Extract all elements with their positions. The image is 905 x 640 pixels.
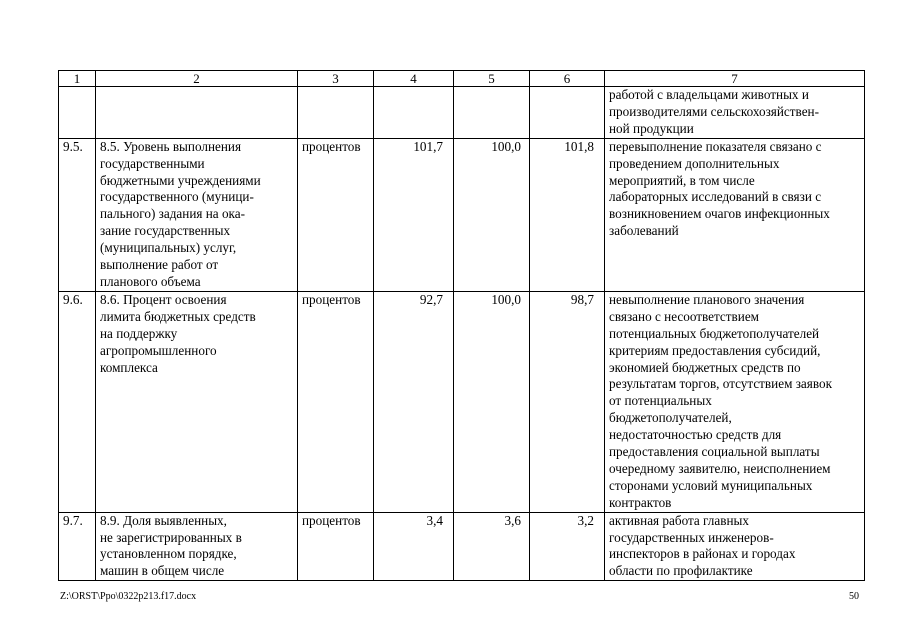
value-col4-cell: 92,7 xyxy=(374,291,454,512)
header-cell: 7 xyxy=(605,71,865,87)
indicator-cell: 8.9. Доля выявленных, не зарегистрированных в установленном порядке, машин в общем числе xyxy=(96,512,298,581)
header-cell: 6 xyxy=(530,71,605,87)
indicator-cell: 8.6. Процент освоения лимита бюджетных средств на поддержку агропромышленного комплекса xyxy=(96,291,298,512)
value-col6-cell: 101,8 xyxy=(530,138,605,291)
report-table xyxy=(58,70,865,581)
header-cell: 2 xyxy=(96,71,298,87)
comment-cell: невыполнение планового значения связано с несоответствием потенциальных бюджетополучателей критериям предоставления субсидий, экономией бюджетных средств по результатам торгов, отсутствием заявок от потенциальных бюджетополучателей, недостаточностью средств для предоставления социальной выплаты очередному заявителю, неисполнением сторонами условий муниципальных контрактов xyxy=(605,291,865,512)
table-row xyxy=(59,138,865,291)
unit-cell xyxy=(298,87,374,139)
value-col4-cell: 3,4 xyxy=(374,512,454,581)
row-index: 9.6. xyxy=(59,291,96,512)
value-col5-cell: 100,0 xyxy=(454,138,530,291)
table-header-row xyxy=(59,71,865,87)
table-row xyxy=(59,87,865,139)
value-col5-cell xyxy=(454,87,530,139)
value-col5-cell: 3,6 xyxy=(454,512,530,581)
unit-cell: процентов xyxy=(298,512,374,581)
page-number: 50 xyxy=(849,591,859,602)
value-col6-cell xyxy=(530,87,605,139)
header-cell: 4 xyxy=(374,71,454,87)
table-row xyxy=(59,291,865,512)
row-index: 9.7. xyxy=(59,512,96,581)
row-index xyxy=(59,87,96,139)
header-cell: 3 xyxy=(298,71,374,87)
comment-cell: работой с владельцами животных и производителями сельскохозяйствен- ной продукции xyxy=(605,87,865,139)
value-col4-cell: 101,7 xyxy=(374,138,454,291)
indicator-cell: 8.5. Уровень выполнения государственными бюджетными учреждениями государственного (муници- пального) задания на ока- зание государственных (муниципальных) услуг, выполнение работ от планового объема xyxy=(96,138,298,291)
comment-cell: перевыполнение показателя связано с проведением дополнительных мероприятий, в том числе лабораторных исследований в связи с возникновением очагов инфекционных заболеваний xyxy=(605,138,865,291)
table-row xyxy=(59,512,865,581)
header-cell: 5 xyxy=(454,71,530,87)
unit-cell: процентов xyxy=(298,291,374,512)
indicator-cell xyxy=(96,87,298,139)
value-col4-cell xyxy=(374,87,454,139)
header-cell: 1 xyxy=(59,71,96,87)
value-col6-cell: 98,7 xyxy=(530,291,605,512)
value-col5-cell: 100,0 xyxy=(454,291,530,512)
value-col6-cell: 3,2 xyxy=(530,512,605,581)
unit-cell: процентов xyxy=(298,138,374,291)
comment-cell: активная работа главных государственных инженеров- инспекторов в районах и городах области по профилактике xyxy=(605,512,865,581)
row-index: 9.5. xyxy=(59,138,96,291)
file-path-footer: Z:\ORST\Ppo\0322p213.f17.docx xyxy=(60,591,197,602)
